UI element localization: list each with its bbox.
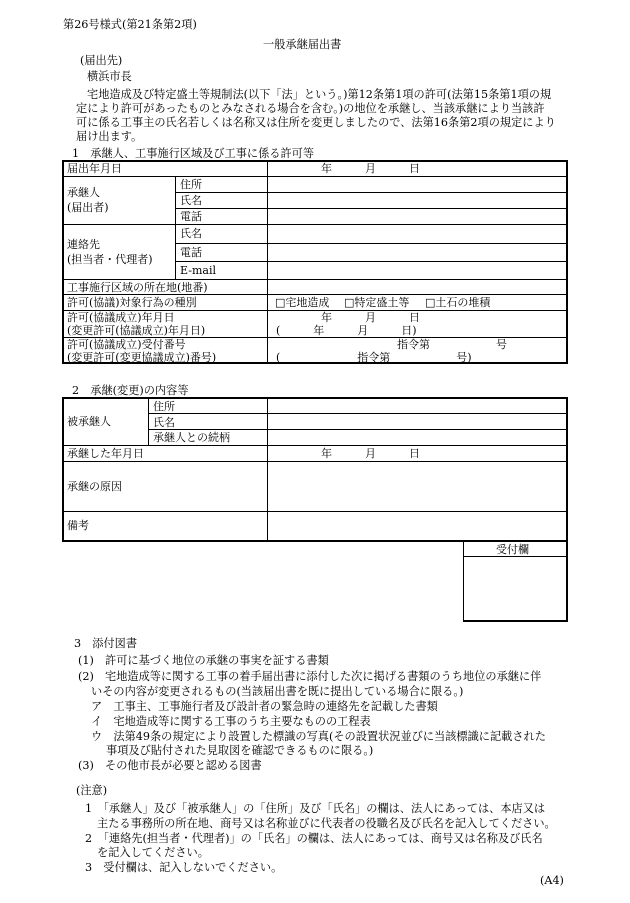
successor-name-label: 氏名 [180, 194, 202, 207]
contact-sublabel: (担当者・代理者) [67, 253, 153, 266]
intro-line-4: 届け出ます。 [76, 130, 143, 143]
attachment-line-7: 事項及び貼付された見取図を確認できるものに限る。) [106, 744, 374, 757]
predecessor-name-label: 氏名 [153, 416, 175, 429]
permit-date-label: 許可(協議成立)年月日 [67, 311, 175, 324]
attachment-line-4: ア 工事主、工事施行者及び設計者の緊急時の連絡先を記載した書類 [91, 700, 438, 713]
predecessor-address-label: 住所 [153, 400, 175, 413]
successor-label: 承継人 [67, 186, 100, 199]
predecessor-relation-label: 承継人との続柄 [153, 431, 230, 444]
addressee-label: (届出先) [80, 54, 123, 67]
attachment-line-3: いその内容が変更されるもの(当該届出書を既に提出している場合に限る。) [91, 685, 464, 698]
successor-phone-label: 電話 [180, 210, 202, 223]
successor-sublabel: (届出者) [67, 201, 109, 214]
succession-date-value: 年 月 日 [321, 447, 420, 460]
permit-date-value: 年 月 日 [321, 311, 420, 324]
section1-heading: 1 承継人、工事施行区域及び工事に係る許可等 [72, 147, 315, 160]
attachment-line-5: イ 宅地造成等に関する工事のうち主要なものの工程表 [91, 715, 371, 728]
succession-reason-label: 承継の原因 [67, 480, 122, 493]
addressee: 横浜市長 [87, 70, 132, 83]
succession-date-label: 承継した年月日 [67, 447, 144, 460]
type-option-doseki[interactable]: □土石の堆積 [425, 296, 491, 309]
successor-address-label: 住所 [180, 178, 202, 191]
type-option-morido[interactable]: □特定盛土等 [344, 296, 410, 309]
contact-email-label: E-mail [180, 264, 216, 277]
notes-heading: (注意) [76, 784, 108, 797]
reception-label: 受付欄 [496, 543, 529, 556]
form-number: 第26号様式(第21条第2項) [63, 18, 197, 31]
notification-date-label: 届出年月日 [67, 162, 122, 175]
note-line-2: 主たる事務所の所在地、商号又は名称並びに代表者の役職名及び氏名を記入してください。 [97, 817, 556, 830]
type-option-takuchi[interactable]: □宅地造成 [275, 296, 330, 309]
note-line-4: を記入してください。 [97, 846, 209, 859]
predecessor-label: 被承継人 [67, 415, 111, 428]
note-line-1: 1 「承継人」及び「被承継人」の「住所」及び「氏名」の欄は、法人にあっては、本店又は [85, 802, 546, 815]
permit-change-date-label: (変更許可(協議成立)年月日) [67, 324, 206, 337]
permit-number-label: 許可(協議成立)受付番号 [67, 338, 186, 351]
remarks-label: 備考 [67, 519, 89, 532]
attachment-line-2: (2) 宅地造成等に関する工事の着手届出書に添付した次に掲げる書類のうち地位の承継に伴 [78, 670, 542, 683]
document-title: 一般承継届出書 [263, 38, 342, 51]
contact-name-label: 氏名 [180, 227, 202, 240]
intro-line-3: 可に係る工事主の氏名若しくは名称又は住所を変更しましたので、法第16条第2項の規定により [76, 116, 556, 129]
section2-heading: 2 承継(変更)の内容等 [72, 384, 189, 397]
note-line-5: 3 受付欄は、記入しないでください。 [85, 861, 283, 874]
permit-change-number-value: ( 指令第 号) [276, 351, 472, 364]
location-label: 工事施行区域の所在地(地番) [67, 281, 208, 294]
note-line-3: 2 「連絡先(担当者・代理者)」の「氏名」の欄は、法人にあっては、商号又は名称及び氏名 [85, 832, 543, 845]
permit-change-date-value: ( 年 月 日) [276, 324, 417, 337]
contact-phone-label: 電話 [180, 246, 202, 259]
attachment-line-6: ウ 法第49条の規定により設置した標識の写真(その設置状況並びに当該標識に記載された [91, 730, 546, 743]
contact-label: 連絡先 [67, 238, 100, 251]
permit-change-number-label: (変更許可(変更協議成立)番号) [67, 351, 217, 364]
intro-line-1: 宅地造成及び特定盛土等規制法(以下「法」という。)第12条第1項の許可(法第15条第1項の規 [87, 88, 552, 101]
paper-size: (A4) [540, 874, 564, 887]
permit-type-label: 許可(協議)対象行為の種別 [67, 296, 197, 309]
notification-date-value: 年 月 日 [321, 162, 420, 175]
section3-heading: 3 添付図書 [74, 637, 138, 650]
intro-line-2: 定により許可があったものとみなされる場合を含む。)の地位を承継し、当該承継により当該許 [76, 102, 545, 115]
permit-number-value: 指令第 号 [397, 338, 507, 351]
attachment-line-8: (3) その他市長が必要と認める図書 [78, 759, 262, 772]
attachment-line-1: (1) 許可に基づく地位の承継の事実を証する書類 [78, 654, 329, 667]
